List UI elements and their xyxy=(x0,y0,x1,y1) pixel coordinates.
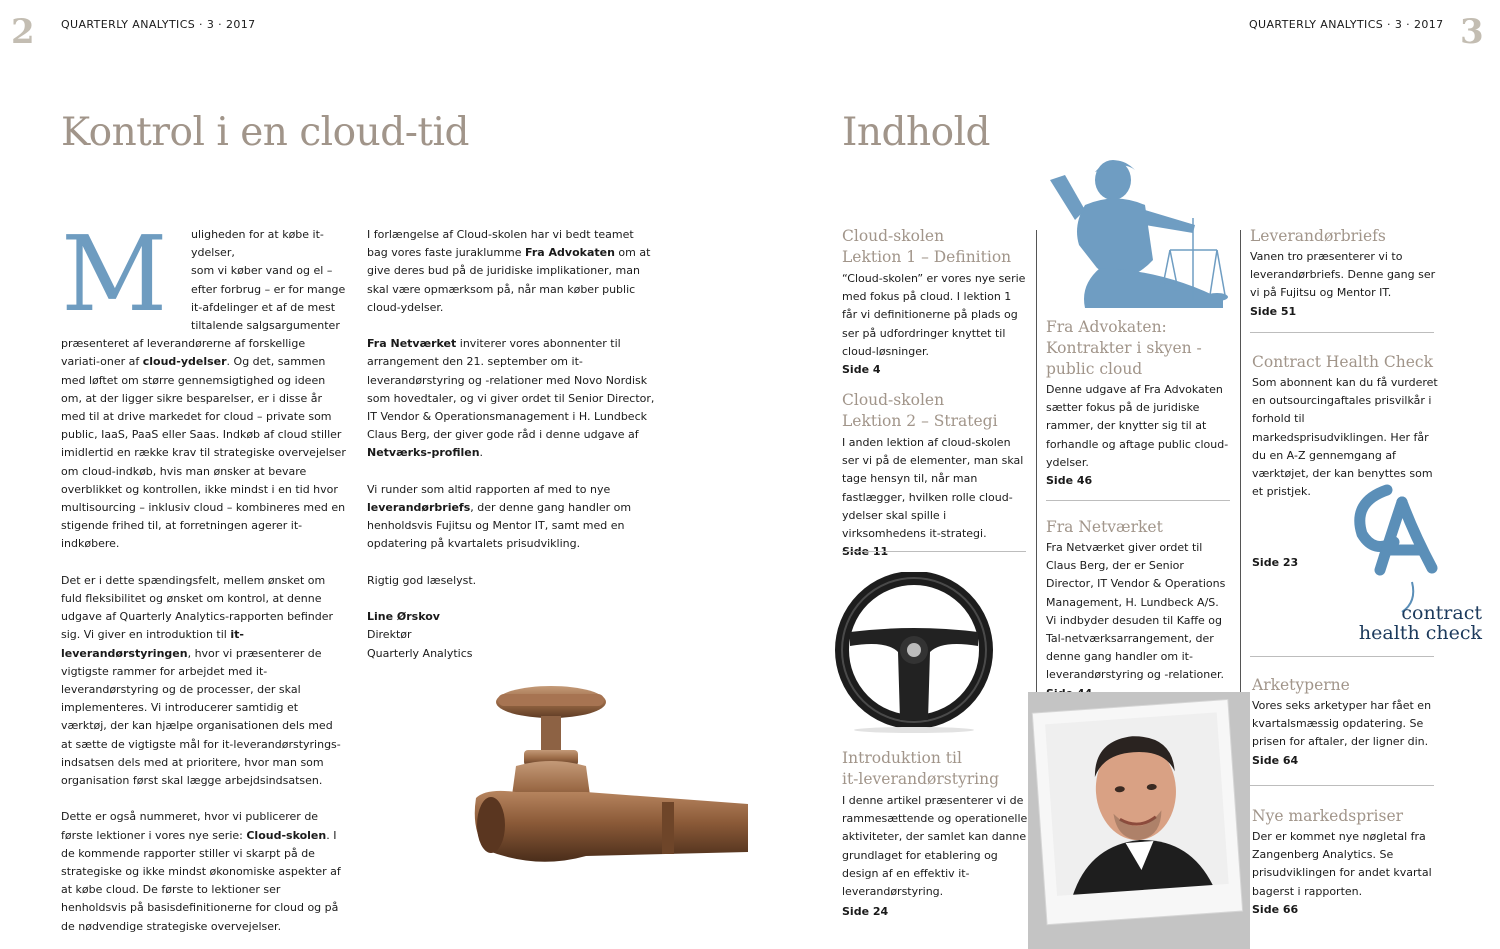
toc-title: Contract Health Check xyxy=(1252,353,1434,371)
toc-entry-fra-advokaten[interactable] xyxy=(1046,317,1232,490)
page-number-left: 2 xyxy=(11,12,35,52)
toc-title: Fra Advokaten: xyxy=(1046,318,1167,336)
editorial-column-2 xyxy=(367,226,655,663)
paragraph: Fra Netværket inviterer vores abonnenter til arrangement den 21. september om it-leverandørstyring og -relationer med Novo Nordisk som hovedtaler, og vi giver ordet til Senior Director, IT Vendor & Operationsmanagement i H. Lundbeck Claus Berg, der giver gode råd i denne udgave af Netværks-profilen. xyxy=(367,337,655,460)
toc-entry-leverandorbriefs[interactable] xyxy=(1250,226,1440,321)
toc-entry-it-leverandorstyring[interactable] xyxy=(842,748,1028,921)
toc-page: Side 64 xyxy=(1252,753,1299,767)
toc-body: Som abonnent kan du få vurderet en outsourcingaftales prisvilkår i forhold til markedsprisudviklingen. Her får du en A-Z gennemgang af værktøjet, der kan benyttes som et pristjek. xyxy=(1252,376,1438,499)
toc-page: Side 46 xyxy=(1046,474,1093,488)
toc-title: Cloud-skolen xyxy=(842,391,945,409)
toc-page: Side 23 xyxy=(1252,556,1299,569)
toc-title: Cloud-skolen xyxy=(842,227,945,245)
text-line: tiltalende salgsargumenter xyxy=(191,319,340,333)
signature-role: Direktør xyxy=(367,628,412,642)
text-line: som vi køber vand og el – xyxy=(191,264,333,278)
toc-title: Kontrakter i skyen - xyxy=(1046,339,1202,357)
toc-body: I anden lektion af cloud-skolen ser vi på de elementer, man skal tage hensyn til, når man fastlægger, hvilken rolle cloud-ydelser skal spille i virksomhedens it-strategi. xyxy=(842,436,1024,541)
toc-body: “Cloud-skolen” er vores nye serie med fokus på cloud. I lektion 1 får vi definitionerne på plads og ser på udfordringer knyttet til cloud-løsninger. xyxy=(842,272,1026,358)
toc-title: Arketyperne xyxy=(1252,676,1350,694)
paragraph: Rigtig god læselyst. xyxy=(367,573,477,587)
toc-title: it-leverandørstyring xyxy=(842,770,999,788)
rusty-valve-photo xyxy=(466,680,748,870)
toc-page: Side 51 xyxy=(1250,304,1297,318)
portrait-photo xyxy=(1028,692,1250,949)
running-head-left: QUARTERLY ANALYTICS · 3 · 2017 xyxy=(61,18,256,31)
paragraph: I forlængelse af Cloud-skolen har vi bedt teamet bag vores faste juraklumme Fra Advokaten om at give deres bud på de juridiske implikationer, man skal være opmærksom på, når man køber public cloud-ydelser. xyxy=(367,228,651,314)
paragraph: præsenteret af leverandørerne af forskellige variati-oner af cloud-ydelser. Og det, sammen med løftet om større gennemsigtighed og ideen om, at der ligger sikre besparelser, er i disse år med til at drive markedet for cloud – private som public, IaaS, PaaS eller Saas. Indkøb af cloud stiller imidlertid en række krav til strategiske overvejelser om cloud-indkøb, hvis man ønsker at bevare overblikket og kontrollen, ikke mindst i en tid hvor multisourcing – inklusiv cloud – kombineres med en stigende frihed til, at forretningen agerer it-indkøbere. xyxy=(61,337,346,551)
toc-page xyxy=(842,543,1028,561)
divider xyxy=(1250,656,1434,657)
page-number-right: 3 xyxy=(1460,12,1484,52)
divider xyxy=(1250,332,1434,333)
contract-health-check-wordmark xyxy=(1332,603,1482,643)
toc-entry-cloud-2[interactable] xyxy=(842,390,1028,561)
toc-page: Side 4 xyxy=(842,363,881,377)
paragraph: Dette er også nummeret, hvor vi publicerer de første lektioner i vores nye serie: Cloud-skolen. I de kommende rapporter stiller vi skarpt på de strategiske og ikke mindst økonomiske aspekter af at købe cloud. De første to lektioner ser henholdsvis på basisdefinitionerne for cloud og på de nødvendige strategiske overvejelser. xyxy=(61,810,341,933)
divider xyxy=(842,551,1026,552)
column-rule xyxy=(1036,230,1037,700)
toc-title: Lektion 2 – Strategi xyxy=(842,412,998,430)
toc-body: Fra Netværket giver ordet til Claus Berg, der er Senior Director, IT Vendor & Operations Management, H. Lundbeck A/S. Vi indbyder desuden til Kaffe og Tal-netværksarrangement, der denne gang handler om it-leverandørstyring og -relationer. xyxy=(1046,541,1226,682)
toc-body: Der er kommet nye nøgletal fra Zangenberg Analytics. Se prisudviklingen for andet kvartal bagerst i rapporten. xyxy=(1252,830,1432,898)
toc-entry-fra-netvaerket[interactable] xyxy=(1046,517,1232,703)
text-line: efter forbrug – er for mange xyxy=(191,282,346,296)
toc-body: Vores seks arketyper har fået en kvartalsmæssig opdatering. Se prisen for aftaler, der ligner din. xyxy=(1252,699,1432,749)
text-line: uligheden for at købe it-ydelser, xyxy=(191,228,324,260)
toc-entry-nye-markedspriser[interactable] xyxy=(1252,806,1440,919)
text-line: it-afdelinger et af de mest xyxy=(191,300,336,314)
page-title-right: Indhold xyxy=(842,110,991,155)
toc-title: Introduktion til xyxy=(842,749,962,767)
toc-title: public cloud xyxy=(1046,360,1143,378)
toc-title: Lektion 1 – Definition xyxy=(842,248,1012,266)
toc-title: Leverandørbriefs xyxy=(1250,227,1386,245)
editorial-column-1 xyxy=(61,226,347,949)
divider xyxy=(1250,785,1434,786)
signature-name: Line Ørskov xyxy=(367,610,440,624)
toc-page: Side 24 xyxy=(842,905,889,919)
toc-page: Side 66 xyxy=(1252,902,1299,916)
steering-wheel-photo xyxy=(832,572,996,734)
toc-title: Nye markedspriser xyxy=(1252,807,1404,825)
toc-body: Vanen tro præsenterer vi to leverandørbriefs. Denne gang ser vi på Fujitsu og Mentor IT. xyxy=(1250,250,1436,300)
logo-line: health check xyxy=(1358,622,1482,644)
toc-entry-cloud-1[interactable] xyxy=(842,226,1028,379)
toc-body: I denne artikel præsenterer vi de rammesættende og operationelle aktiviteter, der samlet kan danne grundlaget for etablering og design af en effektiv it-leverandørstyring. xyxy=(842,794,1028,899)
toc-body: Denne udgave af Fra Advokaten sætter fokus på de juridiske rammer, der knytter sig til at forhandle og aftage public cloud-ydelser. xyxy=(1046,383,1229,469)
justice-statue-illustration xyxy=(1045,150,1230,310)
toc-title: Fra Netværket xyxy=(1046,518,1163,536)
toc-entry-arketyperne[interactable] xyxy=(1252,675,1440,770)
paragraph: Vi runder som altid rapporten af med to nye leverandørbriefs, der denne gang handler om henholdsvis Fujitsu og Mentor IT, samt med en opdatering på kvartalets prisudvikling. xyxy=(367,482,632,551)
logo-line: contract xyxy=(1401,602,1482,624)
signature-org: Quarterly Analytics xyxy=(367,646,473,660)
page-title-left: Kontrol i en cloud-tid xyxy=(61,110,469,155)
paragraph: Det er i dette spændingsfelt, mellem ønsket om fuld fleksibilitet og ønsket om kontrol, at denne udgave af Quarterly Analytics-rapporten befinder sig. Vi giver en introduktion til it-leverandørstyringen, hvor vi præsenterer de vigtigste rammer for arbejdet med it-leverandørstyring og de processer, der skal implementeres. Vi introducerer samtidig et værktøj, der kan hjælpe organisationen dels med at sætte de vigtigste mål for it-leverandørstyrings-indsatsen dels med at prioritere, hvor man som organisation først skal lægge arbejdsindsatsen. xyxy=(61,573,341,788)
divider xyxy=(1046,500,1230,501)
running-head-right: QUARTERLY ANALYTICS · 3 · 2017 xyxy=(1249,18,1444,31)
column-rule xyxy=(1240,230,1241,700)
dropcap: M xyxy=(61,213,168,335)
